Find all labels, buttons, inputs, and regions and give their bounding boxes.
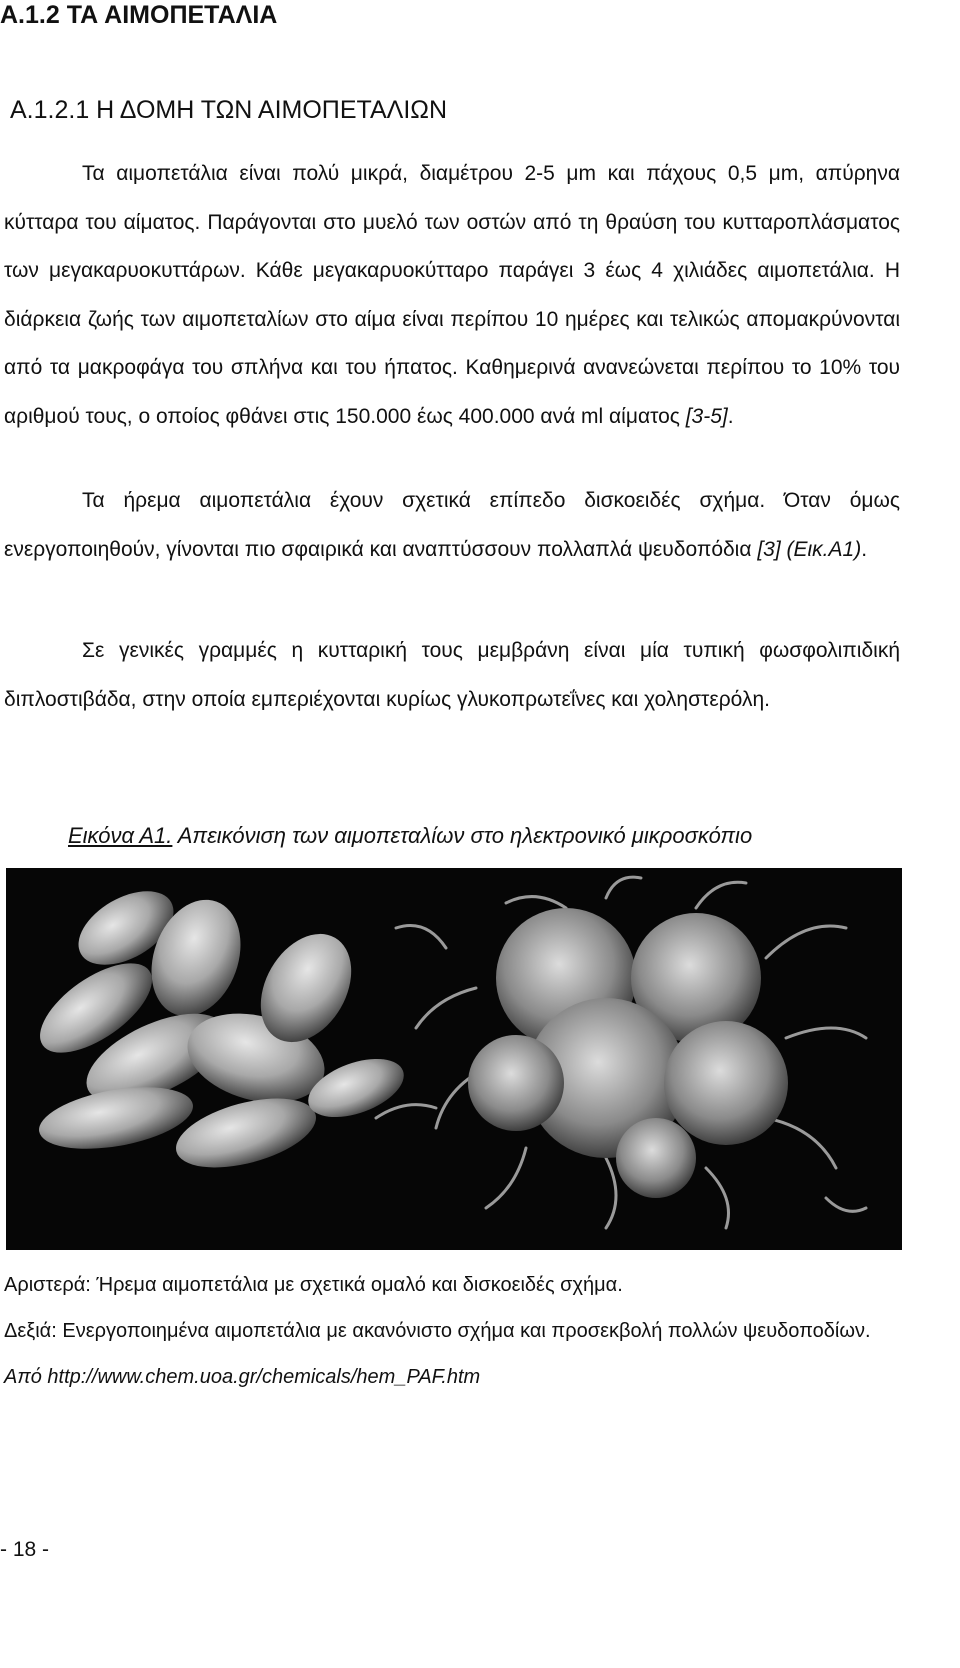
paragraph-text: Σε γενικές γραμμές η κυτταρική τους μεμβράνη είναι μία τυπική φωσφολιπιδική διπλοστιβάδα, στην οποία εμπεριέχονται κυρίως γλυκοπρωτεΐνες και χοληστερόλη. — [4, 639, 900, 711]
figure-caption — [68, 816, 752, 856]
paragraph-structure — [4, 150, 900, 442]
platelet-micrograph — [6, 868, 902, 1250]
figure-label: Εικόνα Α1. — [68, 823, 173, 848]
subsection-heading: Α.1.2.1 Η ΔΟΜΗ ΤΩΝ ΑΙΜΟΠΕΤΑΛΙΩΝ — [10, 96, 448, 124]
paragraph-text: Τα αιμοπετάλια είναι πολύ μικρά, διαμέτρου 2-5 μm και πάχους 0,5 μm, απύρηνα κύτταρα του αίματος. Παράγονται στο μυελό των οστών από τη θραύση του κυτταροπλάσματος των μεγακαρυοκυττάρων. Κάθε μεγακαρυοκύτταρο παράγει 3 έως 4 χιλιάδες αιμοπετάλια. Η διάρκεια ζωής των αιμοπεταλίων στο αίμα είναι περίπου 10 ημέρες και τελικώς απομακρύνονται από τα μακροφάγα του σπλήνα και του ήπατος. Καθημερινά ανανεώνεται περίπου το 10% του αριθμού τους, ο οποίος φθάνει στις 150.000 έως 400.000 ανά ml αίματος — [4, 162, 900, 428]
figure-notes — [4, 1262, 900, 1400]
paragraph-end: . — [727, 404, 734, 428]
paragraph-membrane — [4, 627, 900, 724]
note-left: Αριστερά: Ήρεμα αιμοπετάλια με σχετικά ομαλό και δισκοειδές σχήμα. — [4, 1274, 623, 1296]
page-number: - 18 - — [0, 1538, 50, 1561]
note-source: Από http://www.chem.uoa.gr/chemicals/hem_PAF.htm — [4, 1366, 481, 1388]
paragraph-shape — [4, 477, 900, 574]
citation: [3] (Εικ.Α1) — [757, 537, 862, 561]
section-heading: Α.1.2 ΤΑ ΑΙΜΟΠΕΤΑΛΙΑ — [0, 1, 278, 29]
paragraph-end: . — [861, 537, 868, 561]
paragraph-text: Τα ήρεμα αιμοπετάλια έχουν σχετικά επίπεδο δισκοειδές σχήμα. Όταν όμως ενεργοποιηθούν, γίνονται πιο σφαιρικά και αναπτύσσουν πολλαπλά ψευδοπόδια — [4, 489, 900, 561]
citation: [3-5] — [685, 404, 728, 428]
note-right: Δεξιά: Ενεργοποιημένα αιμοπετάλια με ακανόνιστο σχήμα και προσεκβολή πολλών ψευδοποδίων. — [4, 1320, 871, 1342]
figure-title: Απεικόνιση των αιμοπεταλίων στο ηλεκτρονικό μικροσκόπιο — [172, 823, 753, 848]
micrograph-figure — [6, 868, 902, 1250]
